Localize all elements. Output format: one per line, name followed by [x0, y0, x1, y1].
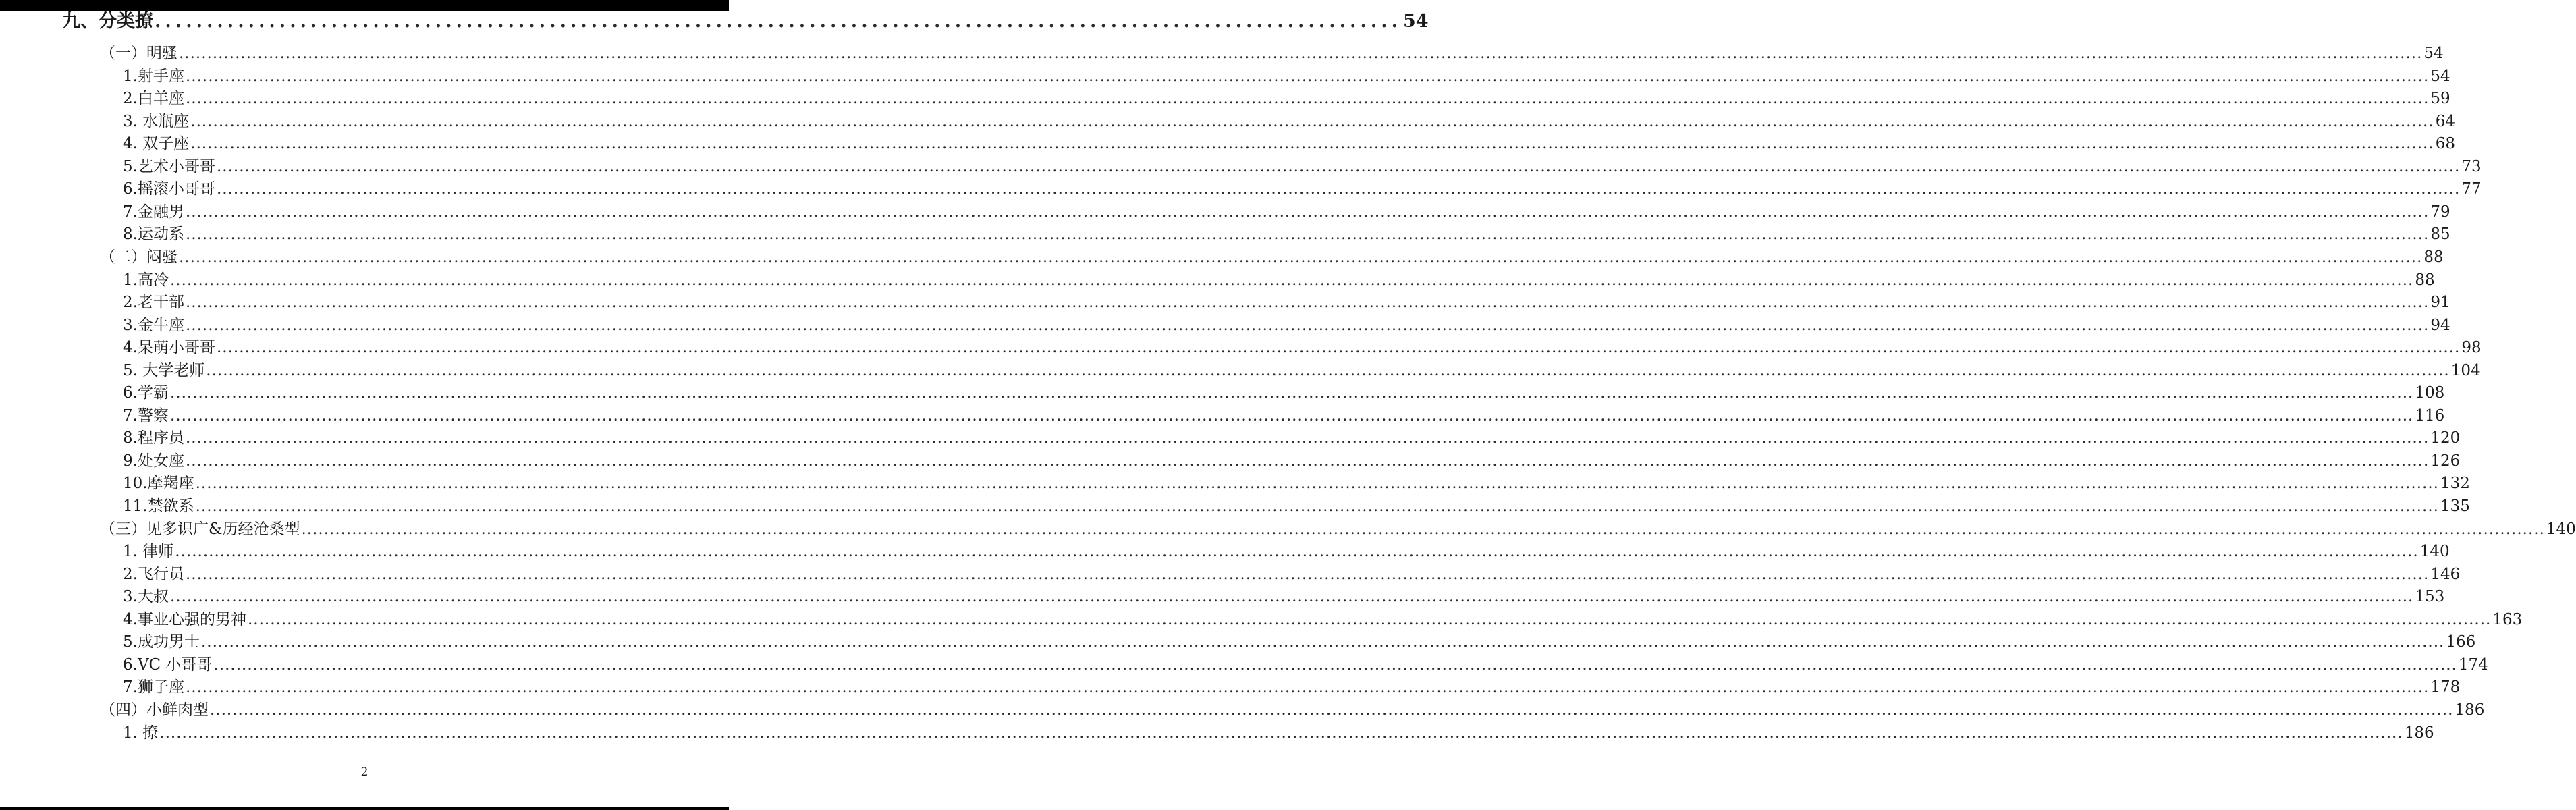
toc-entry-label: 1. 撩 [123, 724, 159, 742]
toc-entry-page: 54 [2423, 45, 2444, 62]
toc-item-entry [123, 271, 2435, 289]
toc-dot-leader: ........................................................................................................................ [155, 11, 1402, 32]
toc-dot-leader: ................................................................................................................................................................................................................................................................................................................................................................................................................ [185, 67, 2430, 85]
toc-item-entry [123, 225, 2450, 244]
toc-entry-label: 2.飞行员 [123, 565, 184, 583]
toc-entry-label: 4.事业心强的男神 [123, 610, 246, 628]
toc-entry-page: 116 [2415, 406, 2445, 425]
toc-entry-label: （一）明骚 [100, 45, 177, 62]
toc-entry-page: 174 [2458, 655, 2488, 674]
toc-entry-page: 79 [2430, 202, 2450, 221]
toc-entry-label: （三）见多识广&历经沧桑型 [100, 520, 300, 538]
toc-dot-leader: ................................................................................................................................................................................................................................................................................................................................................................................................................ [185, 452, 2430, 470]
toc-entry-page: 163 [2492, 610, 2523, 628]
toc-entry-page: 146 [2430, 565, 2461, 583]
toc-dot-leader: ................................................................................................................................................................................................................................................................................................................................................................................................................ [169, 384, 2414, 402]
toc-item-entry [123, 135, 2455, 153]
toc-dot-leader: ................................................................................................................................................................................................................................................................................................................................................................................................................ [195, 475, 2439, 493]
toc-chapter-title: 九、分类撩 [62, 11, 153, 32]
toc-dot-leader: ................................................................................................................................................................................................................................................................................................................................................................................................................ [185, 294, 2430, 312]
toc-dot-leader: ................................................................................................................................................................................................................................................................................................................................................................................................................ [301, 520, 2545, 538]
toc-entry-label: 1.高冷 [123, 271, 169, 289]
toc-dot-leader: ................................................................................................................................................................................................................................................................................................................................................................................................................ [169, 271, 2414, 289]
toc-dot-leader: ................................................................................................................................................................................................................................................................................................................................................................................................................ [179, 45, 2423, 62]
toc-entry-label: 6.学霸 [123, 384, 169, 402]
toc-entry-label: 3.金牛座 [123, 316, 184, 334]
toc-entry-label: 7.警察 [123, 406, 169, 425]
toc-dot-leader: ................................................................................................................................................................................................................................................................................................................................................................................................................ [159, 724, 2403, 742]
toc-dot-leader: ................................................................................................................................................................................................................................................................................................................................................................................................................ [195, 497, 2439, 515]
toc-chapter-heading [62, 11, 1429, 32]
toc-entry-page: 85 [2430, 225, 2450, 244]
toc-entry-label: 8.程序员 [123, 429, 184, 448]
toc-entry-page: 108 [2415, 384, 2445, 402]
toc-dot-leader: ................................................................................................................................................................................................................................................................................................................................................................................................................ [213, 655, 2457, 674]
toc-dot-leader: ................................................................................................................................................................................................................................................................................................................................................................................................................ [216, 339, 2461, 357]
toc-entry-page: 104 [2450, 361, 2481, 379]
toc-entry-page: 64 [2435, 112, 2455, 130]
toc-item-entry [123, 316, 2450, 334]
toc-entry-page: 126 [2430, 452, 2461, 470]
toc-entry-page: 120 [2430, 429, 2461, 448]
toc-entry-page: 54 [2430, 67, 2450, 85]
toc-entry-label: 2.老干部 [123, 294, 184, 312]
toc-item-entry [123, 339, 2482, 357]
toc-section-entry [100, 701, 2485, 719]
toc-dot-leader: ................................................................................................................................................................................................................................................................................................................................................................................................................ [175, 543, 2419, 561]
toc-entry-label: 8.运动系 [123, 225, 184, 244]
toc-item-entry [123, 90, 2450, 108]
toc-entry-label: 4.呆萌小哥哥 [123, 339, 215, 357]
toc-dot-leader: ................................................................................................................................................................................................................................................................................................................................................................................................................ [185, 678, 2430, 697]
bottom-black-bar [0, 807, 729, 810]
toc-entry-label: 9.处女座 [123, 452, 184, 470]
toc-entry-label: 6.VC 小哥哥 [123, 655, 213, 674]
footer-page-number: 2 [360, 765, 368, 779]
toc-entry-page: 186 [2455, 701, 2485, 719]
toc-entry-label: 3. 水瓶座 [123, 112, 190, 130]
toc-entry-page: 77 [2461, 180, 2482, 198]
toc-dot-leader: ................................................................................................................................................................................................................................................................................................................................................................................................................ [185, 316, 2430, 334]
toc-entry-label: 1. 律师 [123, 543, 174, 561]
toc-item-entry [123, 180, 2482, 198]
toc-item-entry [123, 452, 2461, 470]
toc-entry-label: 3.大叔 [123, 588, 169, 606]
toc-dot-leader: ................................................................................................................................................................................................................................................................................................................................................................................................................ [216, 180, 2461, 198]
toc-entry-page: 140 [2546, 520, 2576, 538]
toc-dot-leader: ................................................................................................................................................................................................................................................................................................................................................................................................................ [247, 610, 2492, 628]
toc-entry-label: 5. 大学老师 [123, 361, 205, 379]
toc-dot-leader: ................................................................................................................................................................................................................................................................................................................................................................................................................ [185, 565, 2430, 583]
toc-item-entry [123, 157, 2482, 176]
toc-entry-page: 98 [2461, 339, 2482, 357]
toc-dot-leader: ................................................................................................................................................................................................................................................................................................................................................................................................................ [185, 90, 2430, 108]
toc-item-entry [123, 384, 2445, 402]
toc-entry-label: 6.摇滚小哥哥 [123, 180, 215, 198]
toc-dot-leader: ................................................................................................................................................................................................................................................................................................................................................................................................................ [169, 588, 2414, 606]
toc-entry-label: 5.成功男士 [123, 633, 200, 651]
toc-dot-leader: ................................................................................................................................................................................................................................................................................................................................................................................................................ [185, 225, 2430, 244]
toc-entry-page: 59 [2430, 90, 2450, 108]
toc-entry-page: 186 [2404, 724, 2434, 742]
toc-entry-page: 91 [2430, 294, 2450, 312]
toc-entry-page: 68 [2435, 135, 2455, 153]
toc-dot-leader: ................................................................................................................................................................................................................................................................................................................................................................................................................ [190, 135, 2434, 153]
toc-item-entry [123, 655, 2488, 674]
toc-entry-page: 94 [2430, 316, 2450, 334]
toc-entry-page: 135 [2440, 497, 2470, 515]
toc-section-entry [100, 45, 2444, 62]
toc-section-entry [100, 520, 2576, 538]
toc-item-entry [123, 429, 2461, 448]
toc-entry-page: 166 [2446, 633, 2476, 651]
toc-dot-leader: ................................................................................................................................................................................................................................................................................................................................................................................................................ [210, 701, 2454, 719]
toc-dot-leader: ................................................................................................................................................................................................................................................................................................................................................................................................................ [185, 429, 2430, 448]
toc-dot-leader: ................................................................................................................................................................................................................................................................................................................................................................................................................ [190, 112, 2434, 130]
toc-entry-label: 11.禁欲系 [123, 497, 194, 515]
toc-item-entry [123, 294, 2450, 312]
toc-section-entry [100, 248, 2444, 266]
toc-dot-leader: ................................................................................................................................................................................................................................................................................................................................................................................................................ [185, 202, 2430, 221]
top-black-bar [0, 0, 729, 11]
toc-item-entry [123, 565, 2461, 583]
toc-entry-label: 2.白羊座 [123, 90, 184, 108]
toc-item-entry [123, 361, 2481, 379]
toc-item-entry [123, 633, 2476, 651]
toc-item-entry [123, 475, 2470, 493]
toc-dot-leader: ................................................................................................................................................................................................................................................................................................................................................................................................................ [179, 248, 2423, 266]
toc-entry-label: 5.艺术小哥哥 [123, 157, 215, 176]
toc-item-entry [123, 202, 2450, 221]
toc-item-entry [123, 588, 2445, 606]
toc-entry-page: 140 [2419, 543, 2450, 561]
toc-item-entry [123, 724, 2434, 742]
toc-item-entry [123, 497, 2470, 515]
toc-item-entry [123, 112, 2455, 130]
toc-entry-label: （二）闷骚 [100, 248, 177, 266]
toc-entry-label: 10.摩羯座 [123, 475, 194, 493]
toc-dot-leader: ................................................................................................................................................................................................................................................................................................................................................................................................................ [169, 406, 2414, 425]
toc-dot-leader: ................................................................................................................................................................................................................................................................................................................................................................................................................ [200, 633, 2445, 651]
toc-dot-leader: ................................................................................................................................................................................................................................................................................................................................................................................................................ [206, 361, 2450, 379]
toc-item-entry [123, 610, 2523, 628]
toc-chapter-page: 54 [1403, 11, 1429, 32]
toc-item-entry [123, 67, 2450, 85]
toc-item-entry [123, 543, 2450, 561]
toc-entry-label: 7.狮子座 [123, 678, 184, 697]
toc-entry-page: 88 [2423, 248, 2444, 266]
toc-item-entry [123, 678, 2461, 697]
toc-entry-page: 178 [2430, 678, 2461, 697]
toc-item-entry [123, 406, 2445, 425]
toc-entry-label: 1.射手座 [123, 67, 184, 85]
toc-entry-label: 4. 双子座 [123, 135, 190, 153]
toc-entry-label: 7.金融男 [123, 202, 184, 221]
toc-entry-page: 132 [2440, 475, 2470, 493]
toc-entry-page: 88 [2415, 271, 2435, 289]
toc-entry-page: 153 [2415, 588, 2445, 606]
toc-dot-leader: ................................................................................................................................................................................................................................................................................................................................................................................................................ [216, 157, 2461, 176]
toc-entry-page: 73 [2461, 157, 2482, 176]
toc-entry-label: （四）小鲜肉型 [100, 701, 209, 719]
